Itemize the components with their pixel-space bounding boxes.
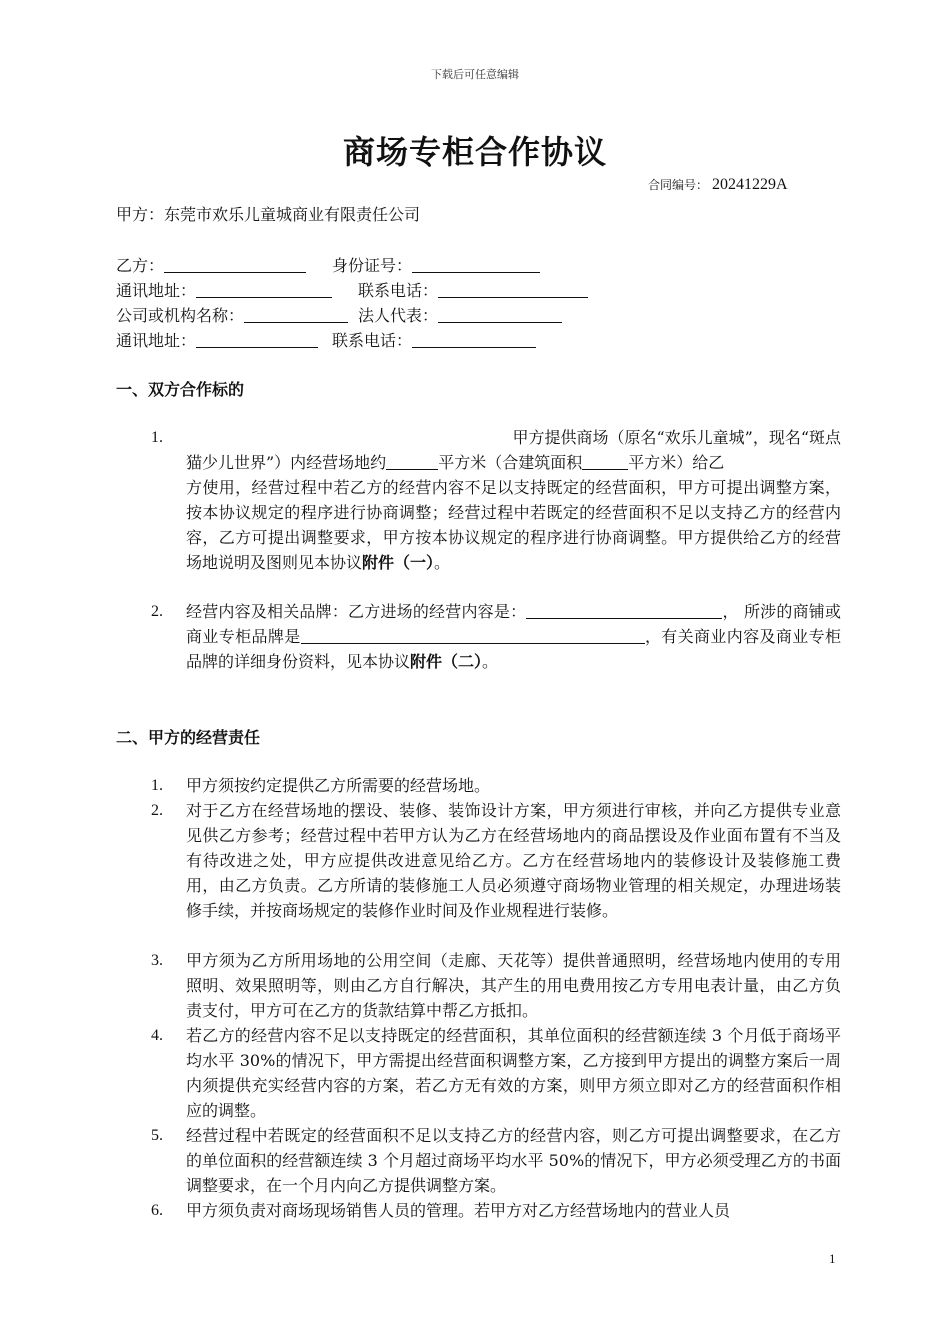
list-item bbox=[151, 773, 841, 798]
item-text-segment: 。 bbox=[434, 553, 451, 572]
header-note: 下载后可任意编辑 bbox=[431, 68, 519, 81]
item-number: 2. bbox=[151, 802, 163, 819]
address2-label: 通讯地址： bbox=[116, 331, 197, 350]
item-number: 1. bbox=[151, 429, 163, 446]
item-text bbox=[186, 599, 841, 674]
attachment-ref: 附件（一） bbox=[362, 553, 435, 572]
item-text-segment: ， 所涉的商铺或商业专柜品牌是 bbox=[186, 602, 841, 646]
legal-rep-blank bbox=[438, 306, 562, 323]
section-heading-1: 一、双方合作标的 bbox=[116, 380, 245, 399]
address-label: 通讯地址： bbox=[116, 281, 197, 300]
item-number: 1. bbox=[151, 777, 163, 794]
item-text-paragraph bbox=[186, 475, 841, 575]
list-item bbox=[151, 599, 841, 674]
party-a: 甲方：东莞市欢乐儿童城商业有限责任公司 bbox=[116, 205, 421, 224]
id-blank bbox=[412, 256, 540, 273]
item-text: 甲方须为乙方所用场地的公用空间（走廊、天花等）提供普通照明，经营场地内使用的专用照明、效果照明等，则由乙方自行解决，其产生的用电费用按乙方专用电表计量，由乙方负责支付，甲方可在乙方的货款结算中帮乙方抵扣。 bbox=[186, 951, 841, 1020]
item-text-segment: 平方米）给乙 bbox=[628, 453, 725, 472]
phone2-label: 联系电话： bbox=[332, 331, 413, 350]
org-line bbox=[116, 303, 562, 326]
contract-number bbox=[648, 176, 788, 194]
phone-blank bbox=[438, 281, 588, 298]
item-text: 若乙方的经营内容不足以支持既定的经营面积，其单位面积的经营额连续 3 个月低于商场平均水平 30%的情况下，甲方需提出经营面积调整方案，乙方接到甲方提出的调整方案后一周内须提供充实经营内容的方案，若乙方无有效的方案，则甲方须立即对乙方的经营面积作相应的调整。 bbox=[186, 1026, 841, 1120]
item-text-line bbox=[186, 450, 841, 475]
item-text-segment: 猫少儿世界”）内经营场地约 bbox=[186, 453, 387, 472]
item-number: 2. bbox=[151, 603, 163, 620]
list-item bbox=[151, 798, 841, 923]
list-item bbox=[151, 1198, 841, 1223]
item-number: 6. bbox=[151, 1202, 163, 1219]
brand-blank bbox=[301, 627, 645, 644]
org-blank bbox=[244, 306, 348, 323]
phone2-blank bbox=[412, 331, 536, 348]
area-blank bbox=[386, 453, 438, 470]
item-text-segment: 方使用，经营过程中若乙方的经营内容不足以支持既定的经营面积，甲方可提出调整方案，按本协议规定的程序进行协商调整；经营过程中若既定的经营面积不足以支持乙方的经营内容，乙方可提出调整要求，甲方按本协议规定的程序进行协商调整。甲方提供给乙方的经营场地说明及图则见本协议 bbox=[186, 478, 841, 572]
id-label: 身份证号： bbox=[332, 256, 413, 275]
address2-blank bbox=[196, 331, 318, 348]
item-text: 甲方须按约定提供乙方所需要的经营场地。 bbox=[186, 776, 491, 795]
item-text-segment: 平方米（合建筑面积 bbox=[438, 453, 583, 472]
item-text bbox=[186, 425, 841, 575]
item-text-segment: 经营内容及相关品牌：乙方进场的经营内容是： bbox=[186, 602, 527, 621]
address-line-2 bbox=[116, 328, 536, 351]
item-number: 3. bbox=[151, 952, 163, 969]
party-b-line bbox=[116, 253, 540, 276]
item-number: 5. bbox=[151, 1127, 163, 1144]
item-text: 对于乙方在经营场地的摆设、装修、装饰设计方案，甲方须进行审核，并向乙方提供专业意见供乙方参考；经营过程中若甲方认为乙方在经营场地内的商品摆设及作业面布置有不当及有待改进之处，甲方应提供改进意见给乙方。乙方在经营场地内的装修设计及装修施工费用，由乙方负责。乙方所请的装修施工人员必须遵守商场物业管理的相关规定，办理进场装修手续，并按商场规定的装修作业时间及作业规程进行装修。 bbox=[186, 801, 841, 920]
contract-number-label: 合同编号： bbox=[648, 178, 709, 192]
contract-number-value: 20241229A bbox=[712, 176, 788, 193]
item-text-segment: 。 bbox=[482, 652, 499, 671]
phone-label: 联系电话： bbox=[358, 281, 439, 300]
list-item bbox=[151, 1023, 841, 1123]
item-text: 经营过程中若既定的经营面积不足以支持乙方的经营内容，则乙方可提出调整要求，在乙方的单位面积的经营额连续 3 个月超过商场平均水平 50%的情况下，甲方必须受理乙方的书面调整要求，在一个月内向乙方提供调整方案。 bbox=[186, 1126, 841, 1195]
legal-rep-label: 法人代表： bbox=[358, 306, 439, 325]
org-label: 公司或机构名称： bbox=[116, 306, 245, 325]
page-number: 1 bbox=[829, 1251, 836, 1266]
list-item bbox=[151, 1123, 841, 1198]
address-blank bbox=[196, 281, 332, 298]
page-title: 商场专柜合作协议 bbox=[342, 133, 607, 171]
attachment-ref: 附件（二） bbox=[410, 652, 483, 671]
building-area-blank bbox=[582, 453, 628, 470]
list-item bbox=[151, 425, 841, 575]
list-item bbox=[151, 948, 841, 1023]
address-line-1 bbox=[116, 278, 588, 301]
business-content-blank bbox=[526, 602, 722, 619]
section-heading-2: 二、甲方的经营责任 bbox=[116, 728, 261, 747]
item-number: 4. bbox=[151, 1027, 163, 1044]
item-text-line: 甲方提供商场（原名“欢乐儿童城”，现名“斑点 bbox=[512, 428, 841, 447]
party-b-label: 乙方： bbox=[116, 256, 165, 275]
party-b-blank bbox=[164, 256, 306, 273]
item-text: 甲方须负责对商场现场销售人员的管理。若甲方对乙方经营场地内的营业人员 bbox=[186, 1201, 731, 1220]
item-text-segment: ，有关商业内容及商业专柜品牌的详细身份资料，见本协议 bbox=[186, 627, 841, 671]
